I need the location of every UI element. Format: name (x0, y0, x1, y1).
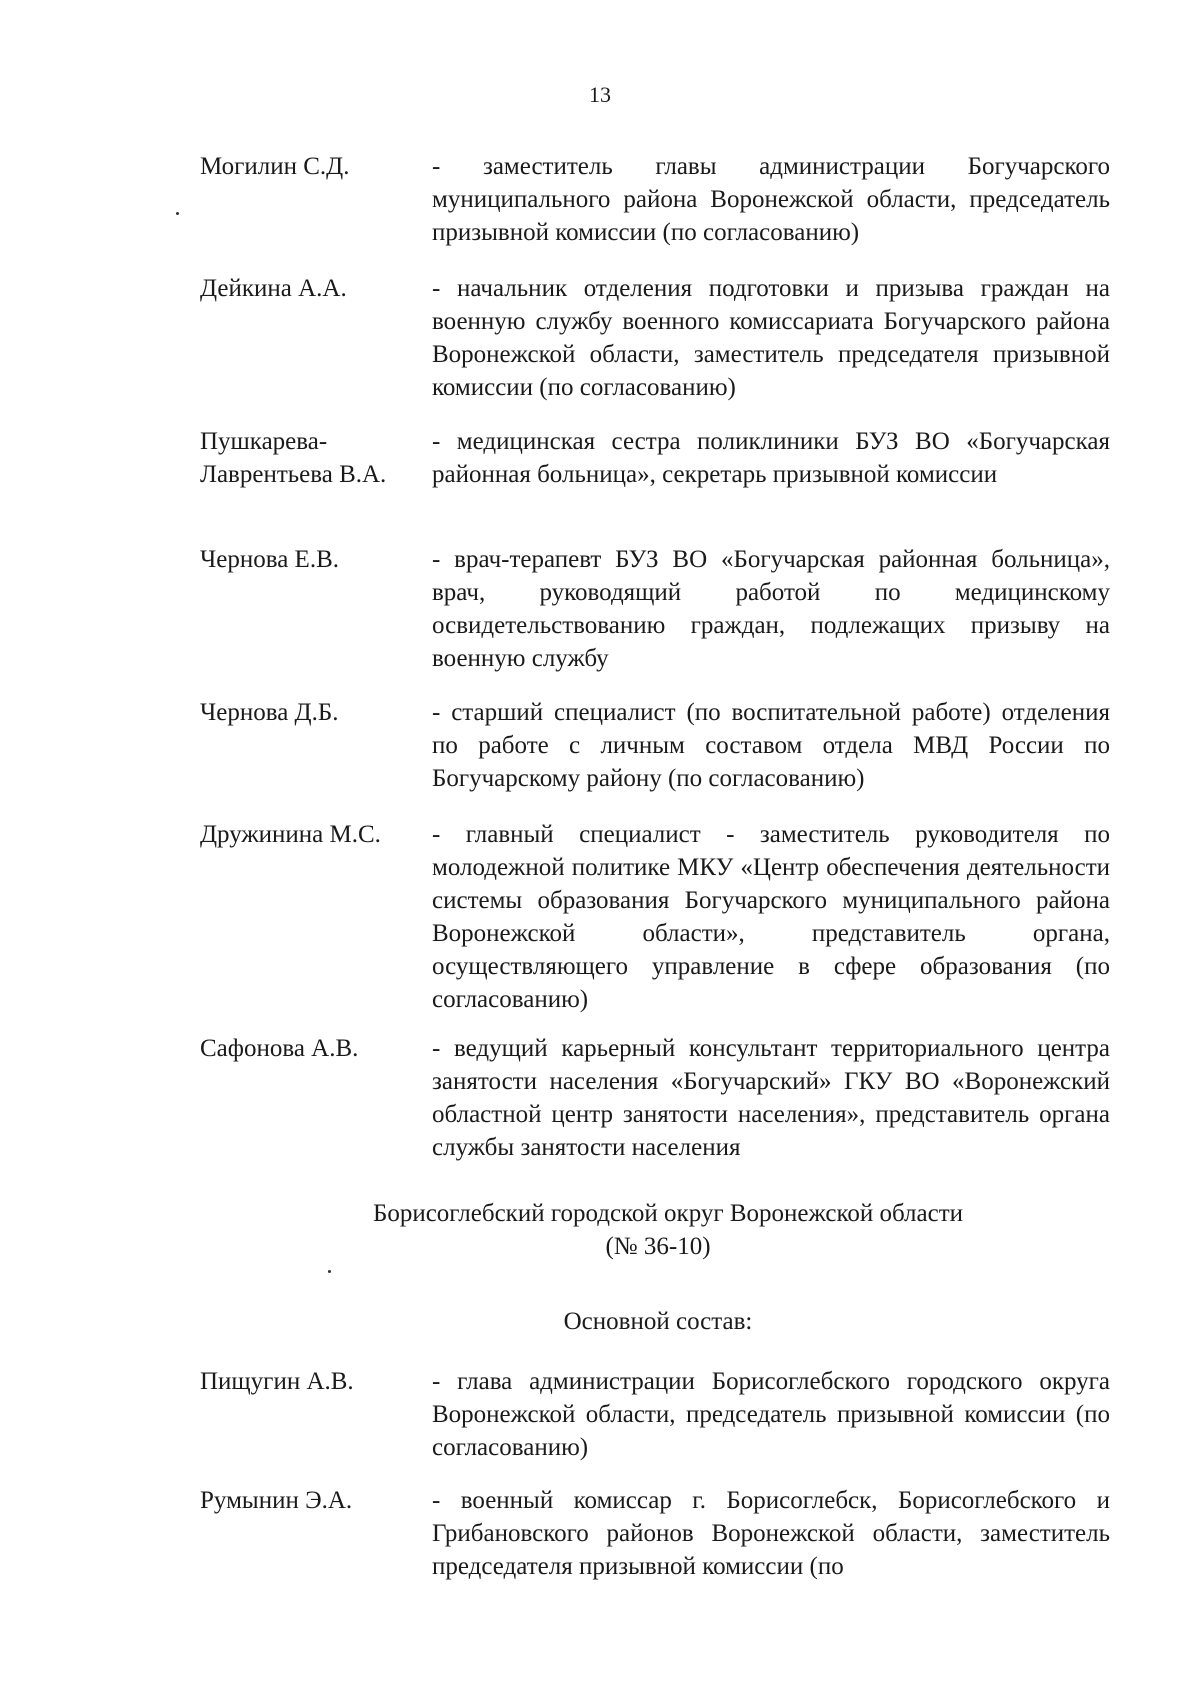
scan-speck (176, 212, 179, 215)
member-name: Дейкина А.А. (200, 275, 347, 302)
member-description: - врач-терапевт БУЗ ВО «Богучарская районная больница», врач, руководящий работой по медицинскому освидетельствованию граждан, подлежащих призыву на военную службу (432, 546, 1110, 672)
member-name: Пищугин А.В. (200, 1368, 354, 1395)
member-name: Пушкарева- Лаврентьева В.А. (200, 428, 387, 488)
member-description: - глава администрации Борисоглебского городского округа Воронежской области, председатель призывной комиссии (по согласованию) (432, 1368, 1110, 1461)
section-code: (№ 36-10) (605, 1233, 711, 1260)
member-name: Румынин Э.А. (200, 1487, 353, 1514)
section-title: Борисоглебский городской округ Воронежской области (372, 1200, 964, 1227)
scan-speck (328, 1270, 331, 1273)
member-description: - начальник отделения подготовки и призыва граждан на военную службу военного комиссариата Богучарского района Воронежской области, заместитель председателя призывной комиссии (по согласованию) (432, 275, 1110, 401)
member-description: - военный комиссар г. Борисоглебск, Борисоглебского и Грибановского районов Воронежской области, заместитель председателя призывной комиссии (по (432, 1487, 1110, 1580)
member-description: - старший специалист (по воспитательной работе) отделения по работе с личным составом отдела МВД России по Богучарскому району (по согласованию) (432, 699, 1110, 792)
member-name: Сафонова А.В. (200, 1035, 359, 1062)
member-description: - главный специалист - заместитель руководителя по молодежной политике МКУ «Центр обеспечения деятельности системы образования Богучарского муниципального района Воронежской области», представитель органа, осуществляющего управление в сфере образования (по согласованию) (432, 821, 1110, 1013)
member-description: - заместитель главы администрации Богучарского муниципального района Воронежской области, председатель призывной комиссии (по согласованию) (432, 153, 1110, 246)
member-name: Дружинина М.С. (200, 821, 381, 848)
member-name: Могилин С.Д. (200, 153, 350, 180)
member-name: Чернова Е.В. (200, 546, 339, 573)
member-description: - медицинская сестра поликлиники БУЗ ВО «Богучарская районная больница», секретарь призывной комиссии (432, 428, 1110, 488)
member-name: Чернова Д.Б. (200, 699, 339, 726)
page-number: 13 (589, 82, 611, 107)
member-description: - ведущий карьерный консультант территориального центра занятости населения «Богучарский» ГКУ ВО «Воронежский областной центр занятости населения», представитель органа службы занятости населения (432, 1035, 1110, 1161)
section-subtitle: Основной состав: (563, 1308, 753, 1335)
